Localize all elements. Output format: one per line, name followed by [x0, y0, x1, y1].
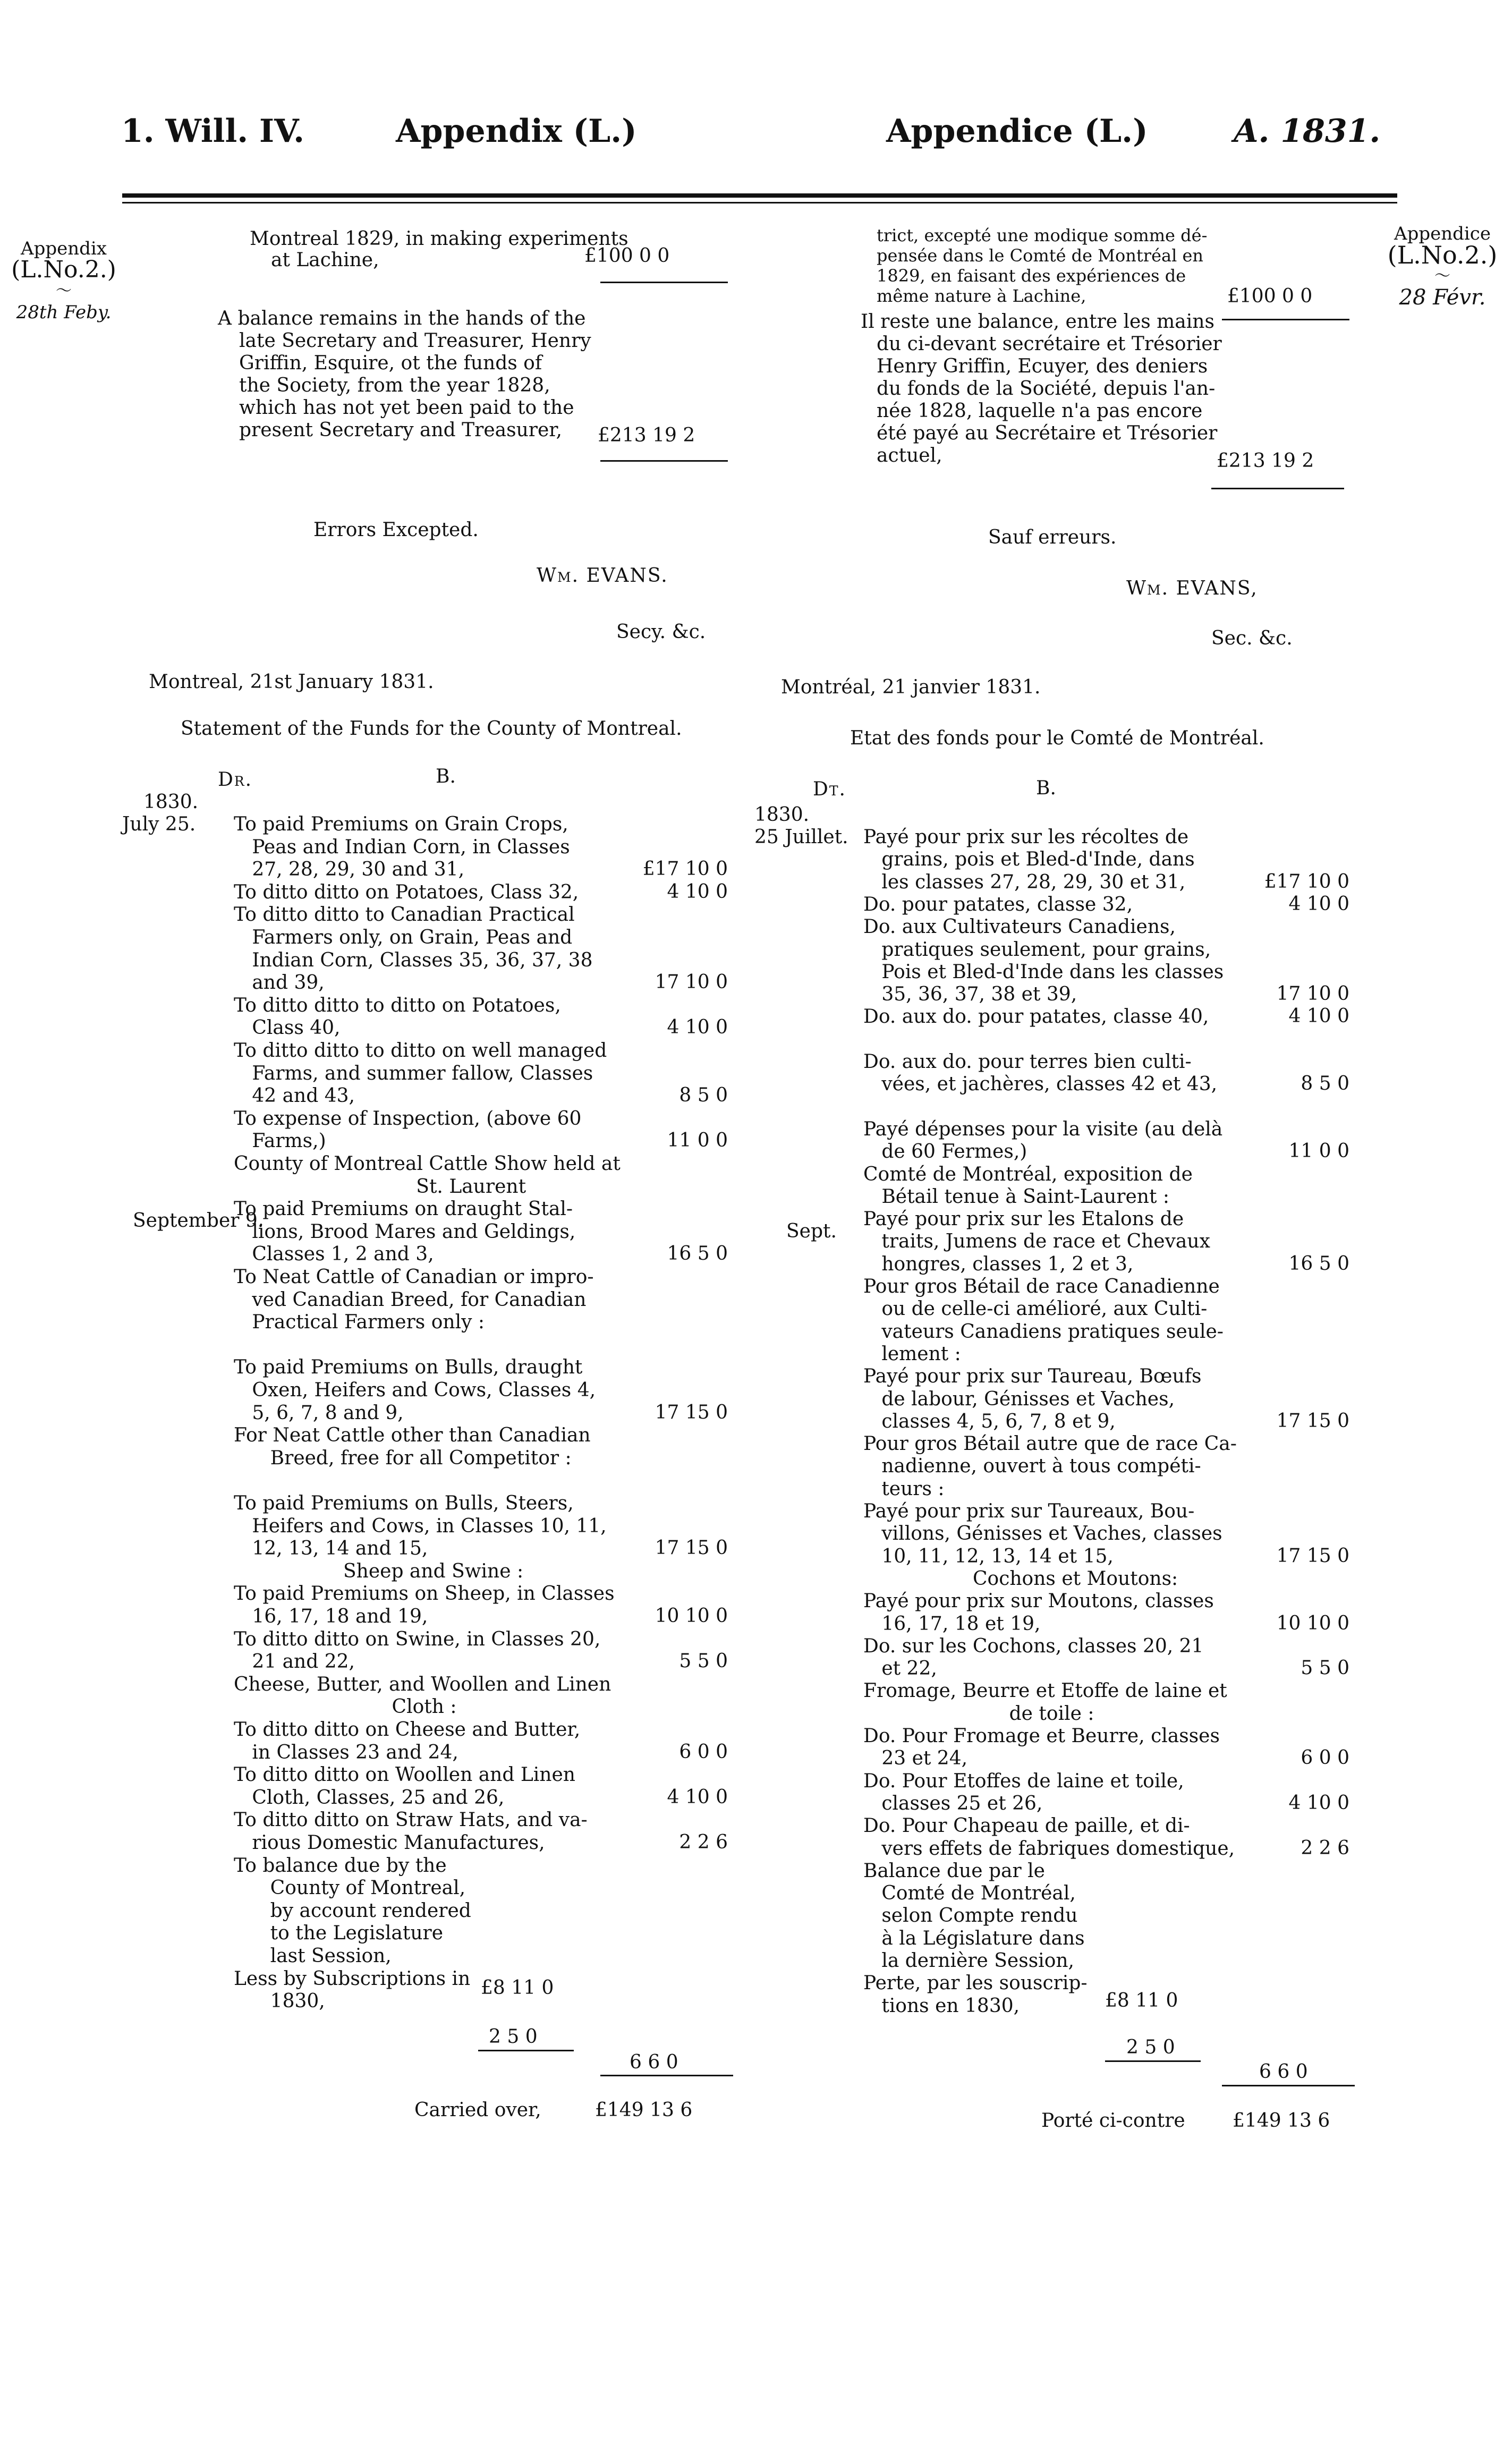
- en-statement-line: To ditto ditto on Woollen and Linen: [234, 1764, 575, 1786]
- reign-header: 1. Will. IV.: [121, 113, 305, 150]
- fr-statement-line: hongres, classes 1, 2 et 3,: [863, 1253, 1134, 1275]
- fr-signer: Wm. EVANS,: [1126, 578, 1258, 599]
- margin-note-left: Appendix (L.No.2.) ～ 28th Feby.: [11, 238, 116, 323]
- fr-line-amount: 5 5 0: [1301, 1657, 1349, 1679]
- en-line-amount: 17 15 0: [655, 1537, 728, 1559]
- en-statement-line: and 39,: [234, 972, 325, 994]
- en-statement-line: by account rendered: [234, 1899, 471, 1922]
- fr-statement-line: de 60 Fermes,): [863, 1141, 1027, 1163]
- en-subtotal-balance: £8 11 0: [481, 1977, 554, 1999]
- fr-statement-line: Fromage, Beurre et Etoffe de laine et: [863, 1680, 1227, 1702]
- fr-statement-line: Do. sur les Cochons, classes 20, 21: [863, 1635, 1204, 1657]
- en-statement-line: For Neat Cattle other than Canadian: [234, 1424, 591, 1447]
- en-statement-line: 16, 17, 18 and 19,: [234, 1606, 428, 1627]
- fr-statement-line: Do. aux do. pour patates, classe 40,: [863, 1006, 1209, 1028]
- fr-statement-line: les classes 27, 28, 29, 30 et 31,: [863, 871, 1186, 893]
- en-carried-label: Carried over,: [414, 2099, 541, 2121]
- en-statement-line: 21 and 22,: [234, 1651, 355, 1673]
- en-statement-line: To Neat Cattle of Canadian or impro-: [234, 1266, 594, 1288]
- en-net-rule: [600, 2075, 733, 2076]
- fr-subtotal-rule: [1105, 2060, 1201, 2062]
- en-statement-line: 42 and 43,: [234, 1085, 355, 1107]
- fr-statement-line: de toile :: [863, 1702, 1094, 1725]
- fr-year: 1830.: [754, 804, 810, 826]
- margin-right-line3: 28 Févr.: [1399, 285, 1486, 310]
- fr-p1-amount: £100 0 0: [1227, 285, 1313, 307]
- fr-statement-line: classes 25 et 26,: [863, 1792, 1043, 1814]
- en-year: 1830.: [143, 791, 199, 813]
- en-p1-l1: Montreal 1829, in making experiments: [250, 228, 628, 250]
- fr-statement-line: ou de celle-ci amélioré, aux Culti-: [863, 1298, 1208, 1320]
- en-statement-line: County of Montreal,: [234, 1877, 466, 1899]
- fr-statement-line: pratiques seulement, pour grains,: [863, 938, 1211, 961]
- fr-p1-rule: [1222, 319, 1349, 320]
- en-statement-line: Less by Subscriptions in: [234, 1967, 471, 1990]
- en-line-amount: 2 2 6: [679, 1831, 728, 1853]
- fr-statement-line: traits, Jumens de race et Chevaux: [863, 1230, 1210, 1253]
- fr-statement-line: Do. aux Cultivateurs Canadiens,: [863, 916, 1176, 938]
- header-rule-thick: [122, 193, 1397, 198]
- fr-p2-amount: £213 19 2: [1217, 450, 1314, 472]
- fr-statement-line: Do. Pour Fromage et Beurre, classes: [863, 1725, 1220, 1747]
- fr-line-amount: 10 10 0: [1276, 1612, 1349, 1634]
- fr-statement-line: vateurs Canadiens pratiques seule-: [863, 1320, 1224, 1343]
- appendix-header-fr: Appendice (L.): [886, 113, 1148, 150]
- en-statement-line: Cloth :: [234, 1696, 457, 1718]
- en-line-amount: 10 10 0: [655, 1605, 728, 1627]
- en-statement-line: 12, 13, 14 and 15,: [234, 1538, 428, 1560]
- en-statement-line: To ditto ditto on Straw Hats, and va-: [234, 1809, 588, 1831]
- en-p2-amount: £213 19 2: [598, 425, 695, 446]
- fr-subtotal-subscriptions: 2 5 0: [1126, 2036, 1175, 2058]
- en-statement-heading: Statement of the Funds for the County of Montreal.: [181, 718, 682, 740]
- fr-carried-amount: £149 13 6: [1233, 2110, 1330, 2132]
- fr-statement-line: la dernière Session,: [863, 1950, 1075, 1972]
- en-statement-line: Class 40,: [234, 1017, 341, 1039]
- fr-statement-line: Pour gros Bétail autre que de race Ca-: [863, 1433, 1237, 1455]
- fr-statement-line: et 22,: [863, 1658, 937, 1680]
- fr-statement-line: 10, 11, 12, 13, 14 et 15,: [863, 1545, 1114, 1567]
- fr-statement-line: 16, 17, 18 et 19,: [863, 1613, 1041, 1635]
- en-statement-line: Practical Farmers only :: [234, 1311, 485, 1334]
- en-line-amount: 17 15 0: [655, 1401, 728, 1423]
- fr-p2-l4: du fonds de la Société, depuis l'an-: [877, 378, 1216, 400]
- fr-line-amount: 4 10 0: [1288, 1792, 1349, 1814]
- en-p1-l2: at Lachine,: [271, 249, 379, 271]
- fr-b-label: B.: [1036, 777, 1056, 799]
- fr-p2-l3: Henry Griffin, Ecuyer, des deniers: [877, 355, 1208, 377]
- fr-statement-line: Balance due par le: [863, 1860, 1045, 1882]
- fr-line-amount: 11 0 0: [1288, 1140, 1349, 1162]
- en-statement-line: To ditto ditto on Swine, in Classes 20,: [234, 1628, 601, 1650]
- fr-statement-line: vers effets de fabriques domestique,: [863, 1837, 1235, 1860]
- fr-statement-line: Do. Pour Chapeau de paille, et di-: [863, 1815, 1190, 1837]
- fr-line-amount: 4 10 0: [1288, 893, 1349, 915]
- fr-line-amount: 6 0 0: [1301, 1747, 1349, 1769]
- fr-statement-line: Pour gros Bétail de race Canadienne: [863, 1276, 1220, 1297]
- fr-line-amount: 17 10 0: [1276, 983, 1349, 1005]
- fr-p2-l1: Il reste une balance, entre les mains: [861, 311, 1214, 333]
- en-p2-l3: Griffin, Esquire, ot the funds of: [239, 352, 542, 374]
- en-p1-rule: [600, 282, 728, 283]
- appendix-header-en: Appendix (L.): [396, 113, 637, 150]
- fr-p2-l2: du ci-devant secrétaire et Trésorier: [877, 333, 1222, 355]
- en-statement-line: Oxen, Heifers and Cows, Classes 4,: [234, 1379, 596, 1401]
- en-statement-line: To ditto ditto to ditto on well managed: [234, 1040, 607, 1062]
- fr-statement-line: tions en 1830,: [863, 1995, 1020, 2017]
- en-statement-line: To paid Premiums on Sheep, in Classes: [234, 1583, 615, 1605]
- en-subtotal-rule: [478, 2050, 574, 2051]
- en-p2-l5: which has not yet been paid to the: [239, 397, 574, 419]
- fr-statement-line: lement :: [863, 1343, 961, 1365]
- en-line-amount: £17 10 0: [642, 858, 728, 880]
- fr-p2-rule: [1211, 488, 1344, 489]
- fr-statement-line: grains, pois et Bled-d'Inde, dans: [863, 848, 1195, 871]
- en-b-label: B.: [436, 766, 456, 787]
- en-p2-rule: [600, 460, 728, 462]
- en-statement-line: To balance due by the: [234, 1854, 447, 1877]
- en-statement-line: Cheese, Butter, and Woollen and Linen: [234, 1673, 611, 1695]
- fr-dateline: Montréal, 21 janvier 1831.: [781, 676, 1041, 698]
- fr-statement-line: Do. Pour Etoffes de laine et toile,: [863, 1770, 1184, 1792]
- fr-p1-l4: même nature à Lachine,: [877, 286, 1086, 306]
- en-statement-line: to the Legislature: [234, 1922, 444, 1945]
- en-statement-line: 27, 28, 29, 30 and 31,: [234, 859, 465, 881]
- en-carried-amount: £149 13 6: [595, 2099, 693, 2121]
- fr-carried-label: Porté ci-contre: [1041, 2110, 1185, 2132]
- fr-errors-excepted: Sauf erreurs.: [988, 527, 1117, 548]
- en-statement-line: To ditto ditto on Potatoes, Class 32,: [234, 881, 579, 903]
- fr-statement-line: Pois et Bled-d'Inde dans les classes: [863, 961, 1224, 983]
- fr-statement-line: à la Législature dans: [863, 1927, 1085, 1949]
- en-statement-line: Farms, and summer fallow, Classes: [234, 1062, 593, 1084]
- fr-statement-line: nadienne, ouvert à tous compéti-: [863, 1455, 1201, 1478]
- en-statement-line: ved Canadian Breed, for Canadian: [234, 1288, 587, 1311]
- fr-p1-l3: 1829, en faisant des expériences de: [877, 266, 1186, 286]
- fr-statement-line: Payé pour prix sur Moutons, classes: [863, 1590, 1214, 1613]
- en-line-amount: 17 10 0: [655, 971, 728, 994]
- fr-statement-line: de labour, Génisses et Vaches,: [863, 1388, 1175, 1410]
- fr-subtotal-balance: £8 11 0: [1105, 1990, 1178, 2012]
- fr-statement-line: Payé pour prix sur les Etalons de: [863, 1208, 1184, 1230]
- en-net-amount: 6 6 0: [630, 2051, 678, 2073]
- en-statement-line: To paid Premiums on draught Stal-: [234, 1198, 573, 1220]
- year-header: A. 1831.: [1234, 113, 1381, 150]
- en-statement-line: St. Laurent: [234, 1175, 526, 1198]
- en-statement-line: Indian Corn, Classes 35, 36, 37, 38: [234, 949, 593, 971]
- en-signer-title: Secy. &c.: [616, 621, 706, 643]
- fr-statement-line: Bétail tenue à Saint-Laurent :: [863, 1185, 1170, 1208]
- margin-right-line2: (L.No.2.): [1387, 241, 1498, 269]
- en-line-amount: 16 5 0: [667, 1243, 728, 1265]
- en-statement-line: lions, Brood Mares and Geldings,: [234, 1220, 576, 1243]
- en-date-july: July 25.: [122, 813, 196, 835]
- fr-p1-l2: pensée dans le Comté de Montréal en: [877, 245, 1204, 266]
- en-statement-line: To ditto ditto on Cheese and Butter,: [234, 1719, 581, 1741]
- fr-statement-line: Do. aux do. pour terres bien culti-: [863, 1051, 1192, 1073]
- en-statement-line: To paid Premiums on Grain Crops,: [234, 813, 568, 835]
- en-dateline: Montreal, 21st January 1831.: [149, 671, 434, 693]
- fr-line-amount: 17 15 0: [1276, 1545, 1349, 1567]
- fr-p2-l5: née 1828, laquelle n'a pas encore: [877, 400, 1203, 422]
- en-subtotal-subscriptions: 2 5 0: [489, 2026, 538, 2048]
- en-p1-amount: £100 0 0: [584, 245, 670, 267]
- fr-line-amount: 4 10 0: [1288, 1005, 1349, 1028]
- en-p2-l4: the Society, from the year 1828,: [239, 375, 550, 396]
- en-statement-line: Peas and Indian Corn, in Classes: [234, 836, 570, 858]
- fr-statement-line: Do. pour patates, classe 32,: [863, 893, 1133, 915]
- en-statement-line: Classes 1, 2 and 3,: [234, 1243, 434, 1266]
- en-statement-line: To paid Premiums on Bulls, draught: [234, 1356, 583, 1379]
- en-p2-l1: A balance remains in the hands of the: [218, 308, 586, 329]
- margin-note-right: Appendice (L.No.2.) ～ 28 Févr.: [1381, 223, 1503, 308]
- en-statement-line: Farms,): [234, 1130, 326, 1152]
- en-statement-line: Cloth, Classes, 25 and 26,: [234, 1786, 505, 1809]
- fr-statement-line: Payé dépenses pour la visite (au delà: [863, 1118, 1223, 1140]
- en-errors-excepted: Errors Excepted.: [313, 519, 479, 541]
- fr-statement-line: classes 4, 5, 6, 7, 8 et 9,: [863, 1410, 1116, 1432]
- en-date-september: September 9.: [133, 1210, 264, 1232]
- fr-statement-heading: Etat des fonds pour le Comté de Montréal.: [850, 727, 1264, 749]
- en-statement-line: To expense of Inspection, (above 60: [234, 1107, 582, 1130]
- fr-dt-label: Dt.: [813, 778, 846, 800]
- fr-date-sept: Sept.: [786, 1220, 837, 1242]
- en-statement-line: last Session,: [234, 1945, 392, 1967]
- en-line-amount: 8 5 0: [679, 1084, 728, 1107]
- fr-line-amount: 17 15 0: [1276, 1410, 1349, 1432]
- en-statement-line: Farmers only, on Grain, Peas and: [234, 927, 573, 948]
- en-statement-line: To paid Premiums on Bulls, Steers,: [234, 1492, 574, 1514]
- fr-line-amount: £17 10 0: [1264, 870, 1349, 893]
- fr-statement-line: Payé pour prix sur les récoltes de: [863, 826, 1189, 848]
- en-statement-line: 1830,: [234, 1990, 325, 2013]
- fr-line-amount: 8 5 0: [1301, 1073, 1349, 1095]
- margin-right-line1: Appendice: [1394, 223, 1491, 244]
- fr-statement-line: Payé pour prix sur Taureaux, Bou-: [863, 1500, 1195, 1522]
- en-statement-line: Breed, free for all Competitor :: [234, 1447, 572, 1469]
- en-line-amount: 4 10 0: [667, 880, 728, 903]
- en-statement-line: 5, 6, 7, 8 and 9,: [234, 1402, 404, 1424]
- fr-statement-line: Comté de Montréal,: [863, 1882, 1076, 1905]
- en-statement-line: County of Montreal Cattle Show held at: [234, 1153, 621, 1175]
- fr-statement-line: teurs :: [863, 1478, 945, 1500]
- fr-statement-line: Comté de Montréal, exposition de: [863, 1163, 1193, 1185]
- en-p2-l6: present Secretary and Treasurer,: [239, 419, 562, 441]
- en-p2-l2: late Secretary and Treasurer, Henry: [239, 330, 591, 352]
- fr-net-amount: 6 6 0: [1259, 2061, 1308, 2083]
- en-line-amount: 4 10 0: [667, 1016, 728, 1039]
- en-line-amount: 11 0 0: [667, 1130, 728, 1152]
- margin-left-line1: Appendix: [21, 238, 107, 259]
- fr-line-amount: 16 5 0: [1288, 1252, 1349, 1275]
- en-signer: Wm. EVANS.: [537, 565, 668, 587]
- en-statement-line: rious Domestic Manufactures,: [234, 1832, 545, 1854]
- fr-statement-line: 35, 36, 37, 38 et 39,: [863, 983, 1077, 1006]
- fr-p2-l7: actuel,: [877, 445, 942, 466]
- fr-statement-line: Perte, par les souscrip-: [863, 1972, 1088, 1995]
- fr-p2-l6: été payé au Secrétaire et Trésorier: [877, 422, 1218, 444]
- en-statement-line: in Classes 23 and 24,: [234, 1741, 458, 1763]
- header-rule-thin: [122, 202, 1397, 203]
- fr-net-rule: [1222, 2085, 1355, 2086]
- en-line-amount: 5 5 0: [679, 1650, 728, 1673]
- fr-date-juillet: 25 Juillet.: [754, 826, 848, 848]
- en-line-amount: 4 10 0: [667, 1786, 728, 1808]
- en-line-amount: 6 0 0: [679, 1741, 728, 1763]
- en-dr-label: Dr.: [218, 769, 253, 791]
- fr-statement-line: vées, et jachères, classes 42 et 43,: [863, 1073, 1218, 1096]
- fr-statement-line: villons, Génisses et Vaches, classes: [863, 1523, 1222, 1545]
- fr-signer-title: Sec. &c.: [1211, 627, 1293, 649]
- fr-statement-line: selon Compte rendu: [863, 1905, 1078, 1927]
- fr-statement-line: 23 et 24,: [863, 1747, 968, 1770]
- fr-statement-line: Payé pour prix sur Taureau, Bœufs: [863, 1365, 1202, 1388]
- en-statement-line: To ditto ditto to Canadian Practical: [234, 904, 575, 926]
- fr-line-amount: 2 2 6: [1301, 1837, 1349, 1859]
- fr-p1-l1: trict, excepté une modique somme dé-: [877, 225, 1208, 245]
- fr-statement-line: Cochons et Moutons:: [863, 1567, 1178, 1590]
- margin-left-line2: (L.No.2.): [11, 256, 116, 283]
- margin-left-line3: 28th Feby.: [16, 302, 112, 323]
- en-statement-line: Sheep and Swine :: [234, 1560, 524, 1582]
- en-statement-line: To ditto ditto to ditto on Potatoes,: [234, 994, 561, 1016]
- en-statement-line: Heifers and Cows, in Classes 10, 11,: [234, 1515, 607, 1537]
